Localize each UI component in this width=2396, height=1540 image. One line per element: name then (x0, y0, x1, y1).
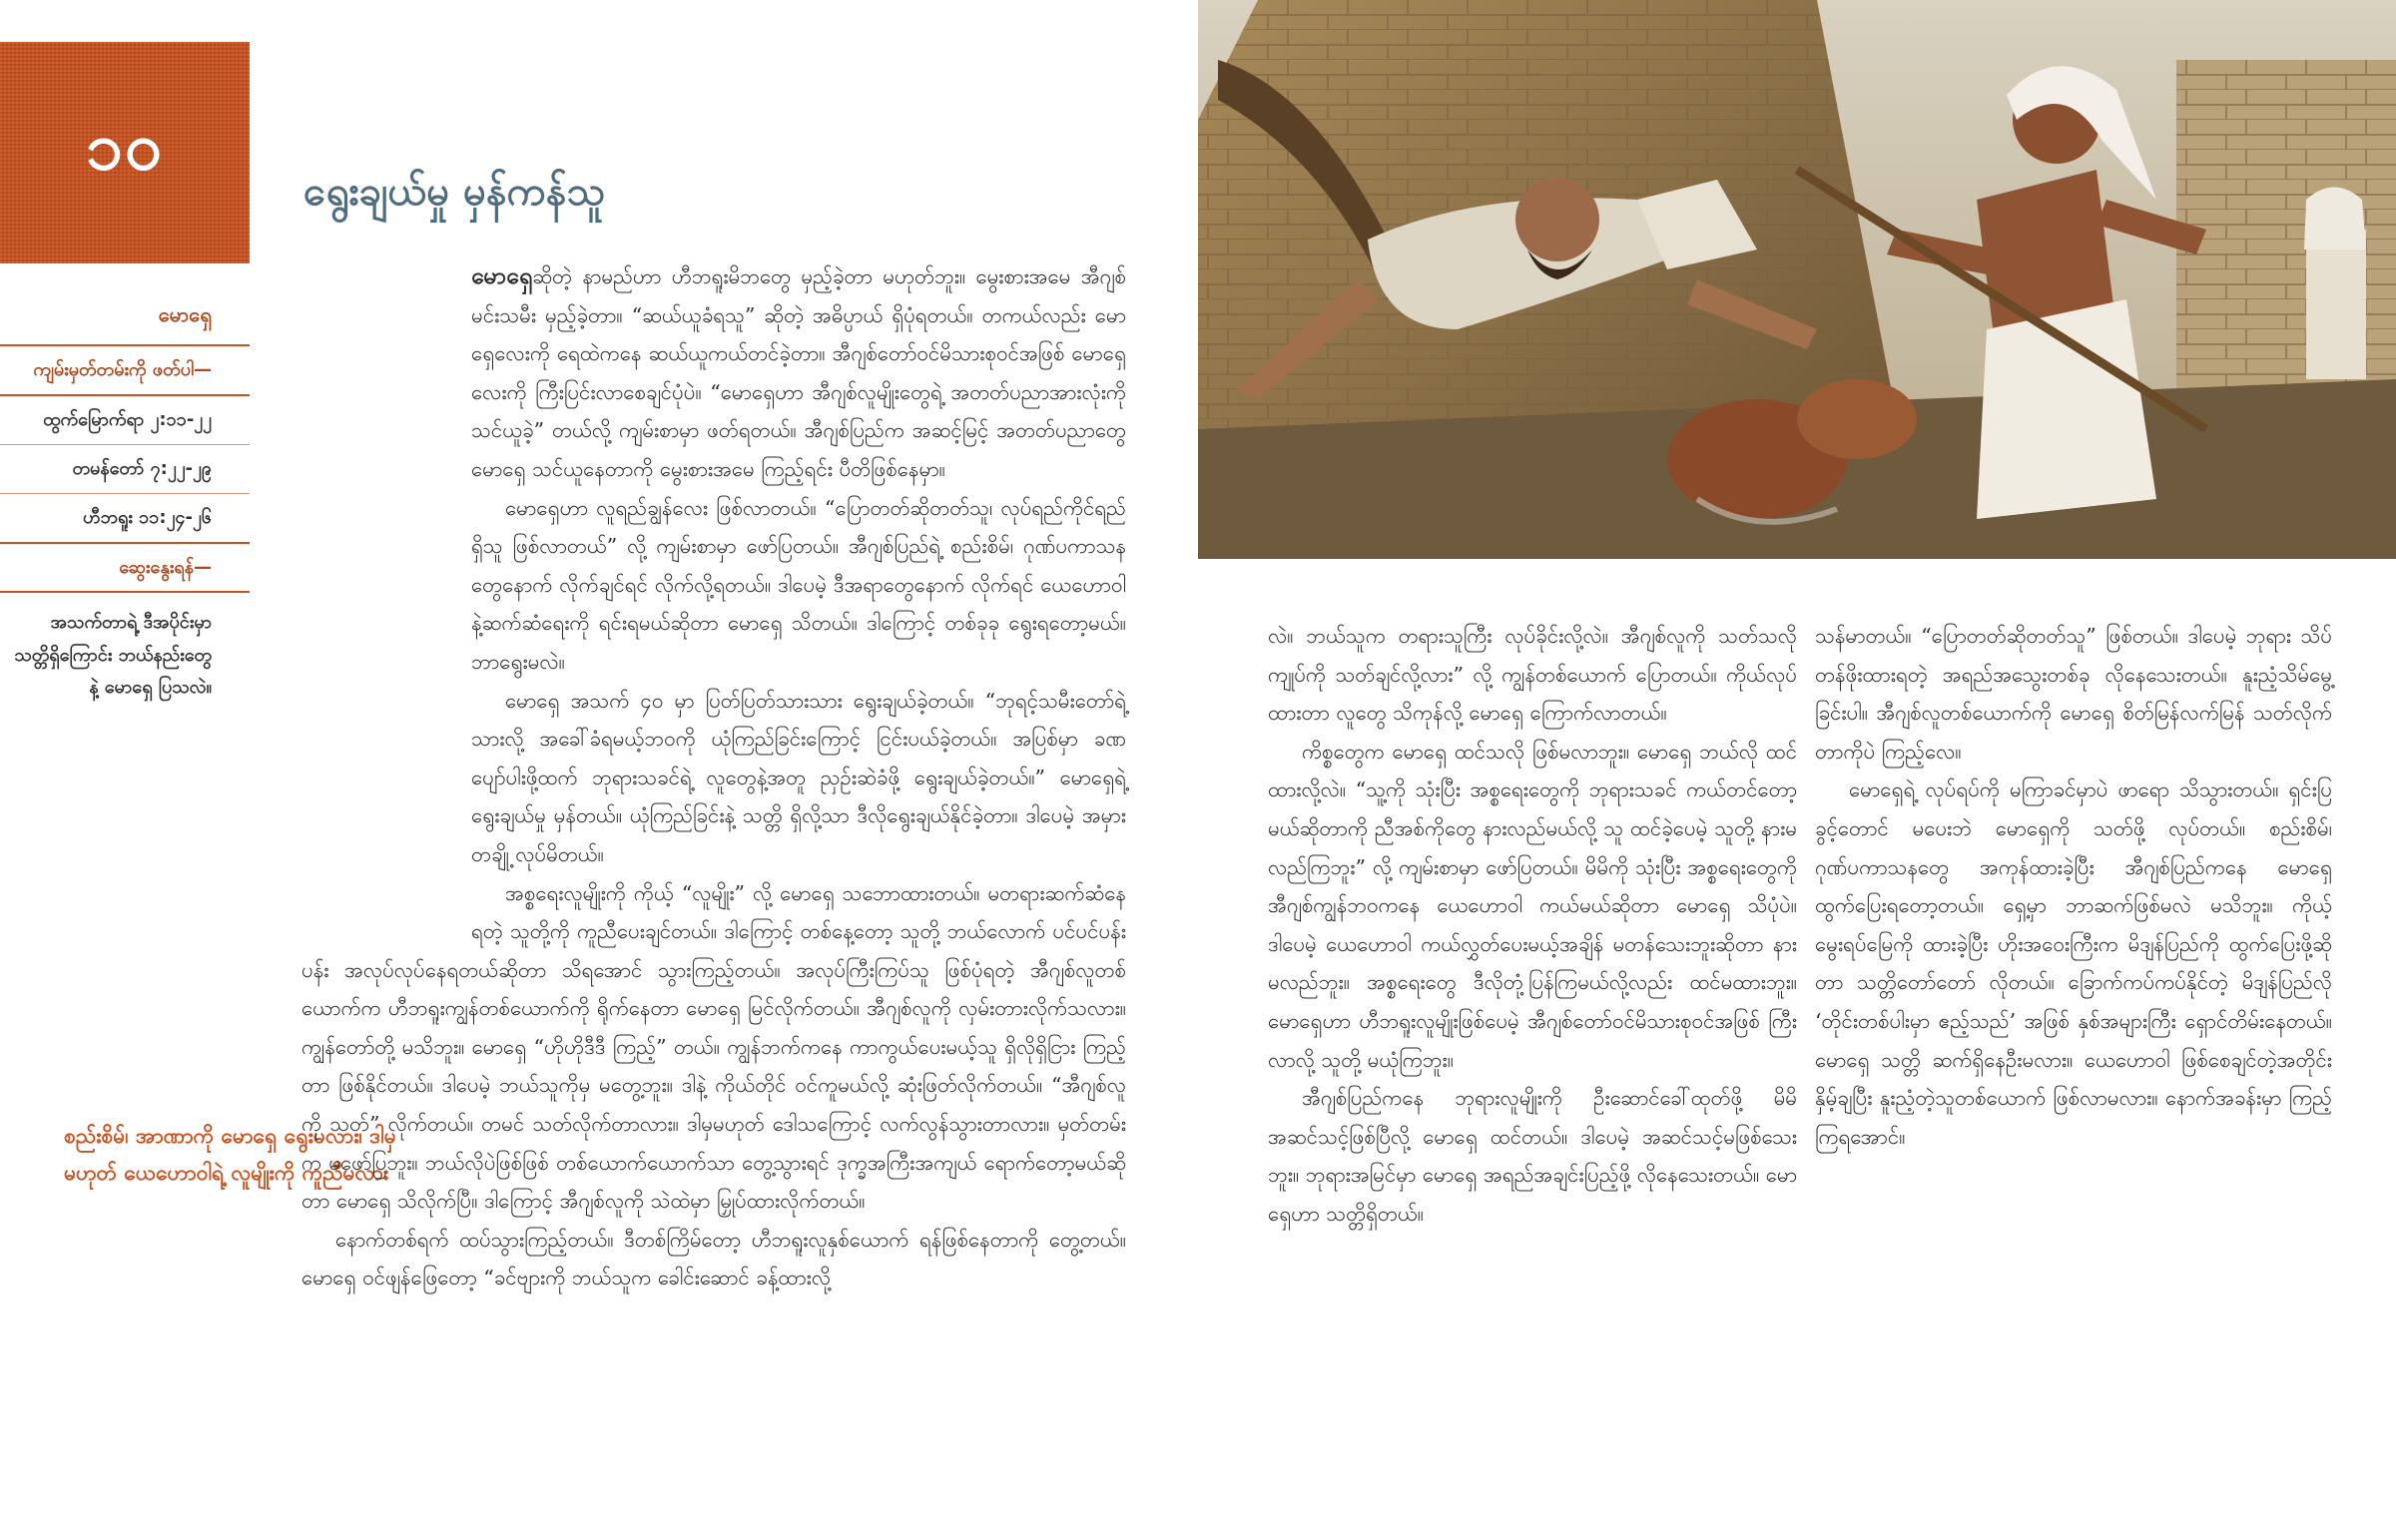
paragraph: မောရှေဆိုတဲ့ နာမည်ဟာ ဟီဘရူးမိဘတွေ မှည့်ခဲ့တာ မဟုတ်ဘူး။ မွေးစားအမေ အီဂျစ်မင်းသမီး မှည့်ခဲ့တာ။ “ဆယ်ယူခံရသူ” ဆိုတဲ့ အဓိပ္ပာယ် ရှိပုံရတယ်။ တကယ်လည်း မောရှေလေးကို ရေထဲကနေ ဆယ်ယူကယ်တင်ခဲ့တာ။ အီဂျစ်တော်ဝင်မိသားစုဝင်အဖြစ် မောရှေလေးကို ကြီးပြင်းလာစေချင်ပုံပဲ။ “မောရှေဟာ အီဂျစ်လူမျိုးတွေရဲ့ အတတ်ပညာအားလုံးကို သင်ယူခဲ့” တယ်လို့ ကျမ်းစာမှာ ဖတ်ရတယ်။ အီဂျစ်ပြည်က အဆင့်မြင့် အတတ်ပညာတွေ မောရှေ သင်ယူနေတာကို မွေးစားအမေ ကြည့်ရင်း ပီတိဖြစ်နေမှာ။ (471, 262, 1126, 481)
sidebar-ref-link[interactable]: ဟီဘရူး ၁၁:၂၄-၂၆ (0, 494, 250, 544)
chapter-badge (0, 42, 250, 263)
lead-word: မောရှေ (471, 262, 533, 289)
page-title: ရွေးချယ်မှု မှန်ကန်သူ (303, 168, 606, 215)
sidebar-discuss-text: အသက်တာရဲ့ ဒီအပိုင်းမှာ သတ္တိရှိကြောင်း ဘယ်နည်းတွေနဲ့ မောရှေ ပြသလဲ။ (14, 612, 212, 699)
illustration (1198, 0, 2396, 559)
paragraph: မောရှေ အသက် ၄၀ မှာ ပြတ်ပြတ်သားသား ရွေးချယ်ခဲ့တယ်။ “ဘုရင့်သမီးတော်ရဲ့ သားလို့ အခေါ်ခံရမယ့်ဘဝကို ယုံကြည်ခြင်းကြောင့် ငြင်းပယ်ခဲ့တယ်။ အပြစ်မှာ ခဏပျော်ပါးဖို့ထက် ဘုရားသခင်ရဲ့ လူတွေနဲ့အတူ ညှဉ်းဆဲခံဖို့ ရွေးချယ်ခဲ့တယ်။” မောရှေရဲ့ ရွေးချယ်မှု မှန်တယ်။ ယုံကြည်ခြင်းနဲ့ သတ္တိ ရှိလို့သာ ဒီလိုရွေးချယ်နိုင်ခဲ့တာ။ ဒါပေမဲ့ အမှားတချို့ လုပ်မိတယ်။ (471, 688, 1126, 866)
sidebar-read-label: ကျမ်းမှတ်တမ်းကို ဖတ်ပါ— (0, 346, 250, 396)
sidebar-ref-link[interactable]: တမန်တော် ၇:၂၂-၂၉ (0, 445, 250, 494)
body-column-right (1815, 617, 2332, 1335)
paragraph: အစ္စရေးလူမျိုးကို ကိုယ့် “လူမျိုး” လို့ မောရှေ သဘောထားတယ်။ မတရားဆက်ဆံနေရတဲ့ သူတို့ကို ကူညီပေးချင်တယ်။ ဒါကြောင့် တစ်နေ့တော့ သူတို့ ဘယ်လောက် ပင်ပင်ပန်းပန်း အလုပ်လုပ်နေရတယ်ဆိုတာ သိရအောင် သွားကြည့်တယ်။ အလုပ်ကြီးကြပ်သူ ဖြစ်ပုံရတဲ့ အီဂျစ်လူတစ်ယောက်က ဟီဘရူးကျွန်တစ်ယောက်ကို ရိုက်နေတာ မောရှေ မြင်လိုက်တယ်။ အီဂျစ်လူကို လှမ်းတားလိုက်သလား။ ကျွန်တော်တို့ မသိဘူး။ မောရှေ “ဟိုဟိုဒီဒီ ကြည့်” တယ်။ ကျွန်ဘက်ကနေ ကာကွယ်ပေးမယ့်သူ ရှိလိုရှိငြား ကြည့်တာ ဖြစ်နိုင်တယ်။ ဒါပေမဲ့ ဘယ်သူကိုမှ မတွေ့ဘူး။ ဒါနဲ့ ကိုယ်တိုင် ဝင်ကူမယ်လို့ ဆုံးဖြတ်လိုက်တယ်။ “အီဂျစ်လူကို သတ်” လိုက်တယ်။ တမင် သတ်လိုက်တာလား။ ဒါမှမဟုတ် ဒေါသကြောင့် လက်လွန်သွားတာလား။ မှတ်တမ်းက မဖော်ပြဘူး။ ဘယ်လိုပဲဖြစ်ဖြစ် တစ်ယောက်ယောက်သာ တွေ့သွားရင် ဒုက္ခအကြီးအကျယ် ရောက်တော့မယ်ဆိုတာ မောရှေ သိလိုက်ပြီ။ ဒါကြောင့် အီဂျစ်လူကို သဲထဲမှာ မြှုပ်ထားလိုက်တယ်။ (301, 880, 1126, 1214)
chapter-number: ၁၀ (85, 106, 165, 185)
paragraph: သန်မာတယ်။ “ပြောတတ်ဆိုတတ်သူ” ဖြစ်တယ်။ ဒါပေမဲ့ ဘုရား သိပ်တန်ဖိုးထားရတဲ့ အရည်အသွေးတစ်ခု လိုနေသေးတယ်။ နူးညံ့သိမ်မွေ့ခြင်းပါ။ အီဂျစ်လူတစ်ယောက်ကို မောရှေ စိတ်မြန်လက်မြန် သတ်လိုက်တာကိုပဲ ကြည့်လေ။ (1815, 624, 2332, 764)
illustration-scene (1198, 0, 2396, 559)
paragraph: ကိစ္စတွေက မောရှေ ထင်သလို ဖြစ်မလာဘူး။ မောရှေ ဘယ်လို ထင်ထားလို့လဲ။ “သူ့ကို သုံးပြီး အစ္စရေးတွေကို ဘုရားသခင် ကယ်တင်တော့မယ်ဆိုတာကို ညီအစ်ကိုတွေ နားလည်မယ်လို့ သူ ထင်ခဲ့ပေမဲ့ သူတို့ နားမလည်ကြဘူး” လို့ ကျမ်းစာမှာ ဖော်ပြတယ်။ မိမိကို သုံးပြီး အစ္စရေးတွေကို အီဂျစ်ကျွန်ဘဝကနေ ယေဟောဝါ ကယ်မယ်ဆိုတာ မောရှေ သိပုံပဲ။ ဒါပေမဲ့ ယေဟောဝါ ကယ်လွှတ်ပေးမယ့်အချိန် မတန်သေးဘူးဆိုတာ နားမလည်ဘူး။ အစ္စရေးတွေ ဒီလိုတုံ့ပြန်ကြမယ်လို့လည်း ထင်မထားဘူး။ မောရှေဟာ ဟီဘရူးလူမျိုးဖြစ်ပေမဲ့ အီဂျစ်တော်ဝင်မိသားစုဝင်အဖြစ် ကြီးလာလို့ သူတို့ မယုံကြဘူး။ (1268, 739, 1797, 1072)
body-column-middle (1268, 617, 1797, 1435)
background-overseer (2304, 188, 2366, 380)
pull-quote: စည်းစိမ်၊ အာဏာကို မောရှေ ရွေးမလား၊ ဒါမှမဟုတ် ယေဟောဝါရဲ့ လူမျိုးကို ကူညီမလား (64, 1124, 396, 1185)
sidebar-discuss-label: ဆွေးနွေးရန်— (0, 544, 250, 594)
paragraph: မောရှေရဲ့ လုပ်ရပ်ကို မကြာခင်မှာပဲ ဖာရော သိသွားတယ်။ ရှင်းပြခွင့်တောင် မပေးဘဲ မောရှေကို သတ်ဖို့ လုပ်တယ်။ စည်းစိမ်၊ ဂုဏ်ပကာသနတွေ အကုန်ထားခဲ့ပြီး အီဂျစ်ပြည်ကနေ မောရှေ ထွက်ပြေးရတော့တယ်။ ရှေ့မှာ ဘာဆက်ဖြစ်မလဲ မသိဘူး။ ကိုယ့်မွေးရပ်မြေကို ထားခဲ့ပြီး ဟိုးအဝေးကြီးက မိဒျန်ပြည်ကို ထွက်ပြေးဖို့ဆိုတာ သတ္တိတော်တော် လိုတယ်။ ခြောက်ကပ်ကပ်နိုင်တဲ့ မိဒျန်ပြည်လို ‘တိုင်းတစ်ပါးမှာ ဧည့်သည်’ အဖြစ် နှစ်အများကြီး ရှောင်တိမ်းနေတယ်။ မောရှေ သတ္တိ ဆက်ရှိနေဦးမလား။ ယေဟောဝါ ဖြစ်စေချင်တဲ့အတိုင်း နှိမ့်ချပြီး နူးညံ့တဲ့သူတစ်ယောက် ဖြစ်လာမလား။ နောက်အခန်းမှာ ကြည့်ကြရအောင်။ (1815, 777, 2332, 1149)
paragraph: အီဂျစ်ပြည်ကနေ ဘုရားလူမျိုးကို ဦးဆောင်ခေါ်ထုတ်ဖို့ မိမိ အဆင်သင့်ဖြစ်ပြီလို့ မောရှေ ထင်တယ်။ ဒါပေမဲ့ အဆင်သင့်မဖြစ်သေးဘူး။ ဘုရားအမြင်မှာ မောရှေ အရည်အချင်းပြည့်ဖို့ လိုနေသေးတယ်။ မောရှေဟာ သတ္တိရှိတယ်။ (1268, 1086, 1797, 1226)
sidebar (0, 281, 250, 715)
paragraph: နောက်တစ်ရက် ထပ်သွားကြည့်တယ်။ ဒီတစ်ကြိမ်တော့ ဟီဘရူးလူနှစ်ယောက် ရန်ဖြစ်နေတာကို တွေ့တယ်။ မောရှေ ဝင်ဖျန်ဖြေတော့ “ခင်ဗျားကို ဘယ်သူက ခေါင်းဆောင် ခန့်ထားလို့ (301, 1227, 1126, 1290)
sidebar-ref-link[interactable]: ထွက်မြောက်ရာ ၂:၁၁-၂၂ (0, 396, 250, 445)
body-column-left (301, 257, 1126, 1425)
sidebar-person: မောရှေ (0, 281, 250, 346)
paragraph: မောရှေဟာ လူရည်ချွန်လေး ဖြစ်လာတယ်။ “ပြောတတ်ဆိုတတ်သူ၊ လုပ်ရည်ကိုင်ရည်ရှိသူ ဖြစ်လာတယ်” လို့ ကျမ်းစာမှာ ဖော်ပြတယ်။ အီဂျစ်ပြည်ရဲ့ စည်းစိမ်၊ ဂုဏ်ပကာသနတွေနောက် လိုက်ချင်ရင် လိုက်လို့ရတယ်။ ဒါပေမဲ့ ဒီအရာတွေနောက် လိုက်ရင် ယေဟောဝါနဲ့ဆက်ဆံရေးကို ရင်းရမယ်ဆိုတာ မောရှေ သိတယ်။ ဒါကြောင့် တစ်ခုခု ရွေးရတော့မယ်။ ဘာရွေးမလဲ။ (471, 495, 1126, 674)
paragraph: လဲ။ ဘယ်သူက တရားသူကြီး လုပ်ခိုင်းလို့လဲ။ အီဂျစ်လူကို သတ်သလို ကျုပ်ကို သတ်ချင်လို့လား” လို့ ကျွန်တစ်ယောက် ပြောတယ်။ ကိုယ်လုပ်ထားတာ လူတွေ သိကုန်လို့ မောရှေ ကြောက်လာတယ်။ (1268, 624, 1797, 726)
pull-quote-gap (301, 681, 471, 950)
